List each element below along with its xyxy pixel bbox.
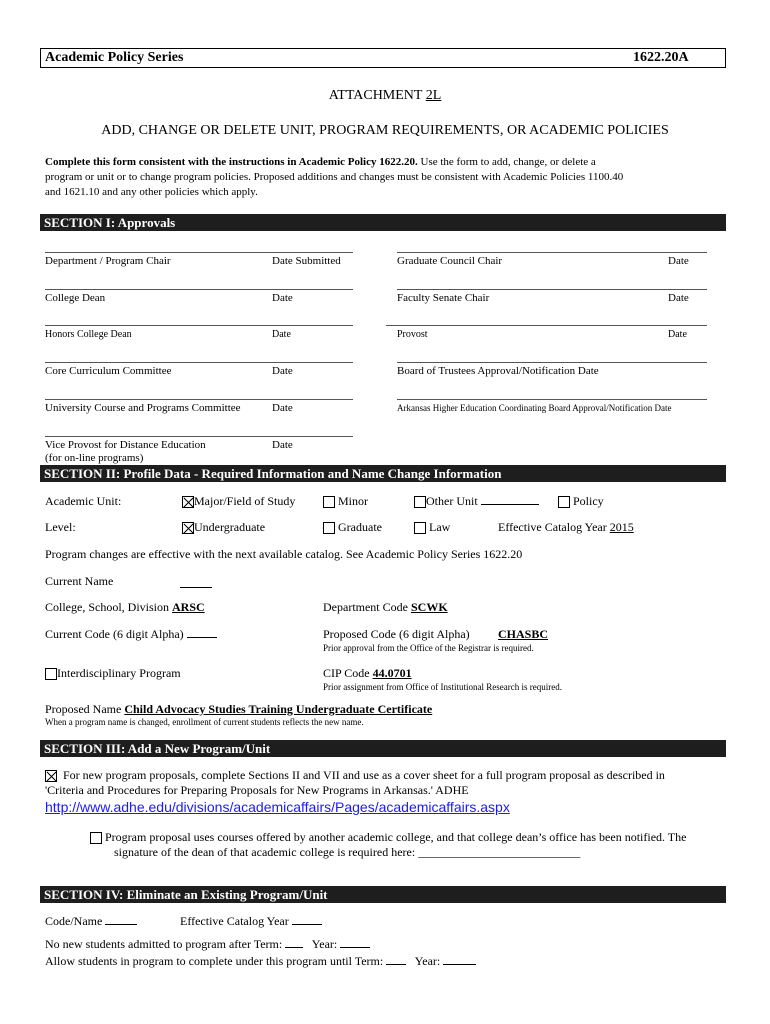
- effective-catalog-year: Effective Catalog Year 2015: [498, 520, 634, 534]
- cip-code-value[interactable]: 44.0701: [372, 666, 412, 680]
- checkbox-icon[interactable]: [90, 832, 102, 844]
- allow-students-field: Allow students in program to complete under this program until Term: Year:: [45, 954, 476, 969]
- new-program-option[interactable]: For new program proposals, complete Sections II and VII and use as a cover sheet for a full program proposal as described in 'Criteria and Procedures for Preparing Proposals for New Programs in Arkansas.' ADHE: [45, 768, 665, 797]
- signature-line[interactable]: [397, 252, 707, 253]
- checkbox-icon[interactable]: [323, 496, 335, 508]
- signature-line[interactable]: [386, 325, 707, 326]
- date-label: Date: [668, 292, 689, 304]
- current-name-label: Current Name: [45, 574, 114, 588]
- level-law-option[interactable]: Law: [414, 520, 450, 535]
- unit-major-option[interactable]: Major/Field of Study: [182, 494, 295, 509]
- eff-catalog-field: Effective Catalog Year: [180, 914, 322, 929]
- code-name-blank[interactable]: [105, 924, 137, 925]
- current-code-blank[interactable]: [187, 637, 217, 638]
- registrar-note: Prior approval from the Office of the Registrar is required.: [323, 643, 534, 653]
- section-4-header: SECTION IV: Eliminate an Existing Program/Unit: [40, 886, 726, 903]
- checkbox-icon[interactable]: [323, 522, 335, 534]
- signature-line[interactable]: [397, 362, 707, 363]
- form-title: ADD, CHANGE OR DELETE UNIT, PROGRAM REQUIREMENTS, OR ACADEMIC POLICIES: [101, 123, 669, 138]
- other-unit-blank[interactable]: [481, 504, 539, 505]
- policy-series-title: Academic Policy Series: [45, 50, 184, 65]
- date-label: Date: [272, 329, 291, 340]
- proposed-name-field: Proposed Name Child Advocacy Studies Training Undergraduate Certificate: [45, 702, 433, 716]
- program-changes-note: Program changes are effective with the next available catalog. See Academic Policy Series 1622.20: [45, 547, 523, 561]
- academic-unit-label: Academic Unit:: [45, 494, 122, 508]
- eff-catalog-blank[interactable]: [292, 924, 322, 925]
- policy-number: 1622.20A: [633, 50, 689, 65]
- signature-line[interactable]: [45, 436, 353, 437]
- signature-line[interactable]: [45, 289, 353, 290]
- date-label: Date: [668, 329, 687, 340]
- date-label: Date: [272, 292, 293, 304]
- checkbox-icon[interactable]: [558, 496, 570, 508]
- intro-text: Complete this form consistent with the instructions in Academic Policy 1622.20. Use the form to add, change, or delete a program or unit or to change program policies. Proposed additions and changes must be consistent with Academic Policies 1100.40 and 1621.10 and any other policies which apply.: [45, 156, 624, 198]
- approval-label: Core Curriculum Committee: [45, 365, 172, 377]
- dept-code-value[interactable]: SCWK: [410, 600, 448, 614]
- date-label: Date: [272, 439, 293, 451]
- adhe-link[interactable]: http://www.adhe.edu/divisions/academicaffairs/Pages/academicaffairs.aspx: [45, 799, 510, 815]
- catalog-year-value[interactable]: 2015: [609, 520, 634, 534]
- unit-minor-option[interactable]: Minor: [323, 494, 368, 509]
- level-graduate-option[interactable]: Graduate: [323, 520, 382, 535]
- interdisciplinary-option[interactable]: Interdisciplinary Program: [45, 666, 181, 681]
- signature-line[interactable]: [397, 289, 707, 290]
- approval-label: Board of Trustees Approval/Notification Date: [397, 365, 599, 377]
- current-code-field: Current Code (6 digit Alpha): [45, 627, 217, 642]
- level-label: Level:: [45, 520, 76, 534]
- signature-line[interactable]: [397, 399, 707, 400]
- checkbox-icon[interactable]: [414, 496, 426, 508]
- approval-label: University Course and Programs Committee: [45, 402, 241, 414]
- proposed-code-field: Proposed Code (6 digit Alpha): [323, 627, 470, 641]
- proposed-name-value[interactable]: Child Advocacy Studies Training Undergraduate Certificate: [124, 702, 433, 716]
- signature-line[interactable]: [45, 252, 353, 253]
- code-name-field: Code/Name: [45, 914, 137, 929]
- proposed-code-value[interactable]: CHASBC: [498, 627, 549, 641]
- signature-line[interactable]: [45, 399, 353, 400]
- approval-label: Graduate Council Chair: [397, 255, 503, 267]
- section-2-header: SECTION II: Profile Data - Required Information and Name Change Information: [40, 465, 726, 482]
- section-1-header: SECTION I: Approvals: [40, 214, 726, 231]
- date-label: Date Submitted: [272, 255, 341, 267]
- checkbox-icon[interactable]: [45, 668, 57, 680]
- name-change-note: When a program name is changed, enrollment of current students reflects the new name.: [45, 717, 364, 727]
- year-blank[interactable]: [340, 947, 370, 948]
- current-name-field[interactable]: [180, 574, 212, 588]
- checkbox-checked-icon[interactable]: [45, 770, 57, 782]
- date-label: Date: [272, 365, 293, 377]
- cip-code-field: CIP Code 44.0701: [323, 666, 412, 680]
- unit-policy-option[interactable]: Policy: [558, 494, 604, 509]
- approval-label: Vice Provost for Distance Education (for on-line programs): [45, 439, 206, 464]
- attachment-heading: ATTACHMENT 2L: [328, 88, 442, 103]
- approval-label: Department / Program Chair: [45, 255, 171, 267]
- approval-label: Arkansas Higher Education Coordinating Board Approval/Notification Date: [397, 403, 672, 413]
- oir-note: Prior assignment from Office of Institutional Research is required.: [323, 682, 563, 692]
- no-new-students-field: No new students admitted to program after Term: Year:: [45, 937, 370, 952]
- term-blank[interactable]: [285, 947, 303, 948]
- checkbox-checked-icon[interactable]: [182, 496, 194, 508]
- college-field: College, School, Division ARSC: [45, 600, 205, 614]
- other-college-option[interactable]: Program proposal uses courses offered by another academic college, and that college dean’s office has been notified. The signature of the dean of that academic college is required here: ___________________________: [90, 830, 735, 860]
- term-blank[interactable]: [386, 964, 406, 965]
- approval-label: Provost: [397, 329, 428, 340]
- checkbox-icon[interactable]: [414, 522, 426, 534]
- approval-label: Faculty Senate Chair: [397, 292, 490, 304]
- level-undergrad-option[interactable]: Undergraduate: [182, 520, 265, 535]
- college-value[interactable]: ARSC: [172, 600, 205, 614]
- unit-other-option[interactable]: Other Unit: [414, 494, 539, 509]
- section-3-header: SECTION III: Add a New Program/Unit: [40, 740, 726, 757]
- approval-label: College Dean: [45, 292, 106, 304]
- checkbox-checked-icon[interactable]: [182, 522, 194, 534]
- approval-label: Honors College Dean: [45, 329, 132, 340]
- year-blank[interactable]: [443, 964, 476, 965]
- date-label: Date: [668, 255, 689, 267]
- dept-code-field: Department Code SCWK: [323, 600, 448, 614]
- date-label: Date: [272, 402, 293, 414]
- signature-line[interactable]: [45, 325, 353, 326]
- signature-line[interactable]: [45, 362, 353, 363]
